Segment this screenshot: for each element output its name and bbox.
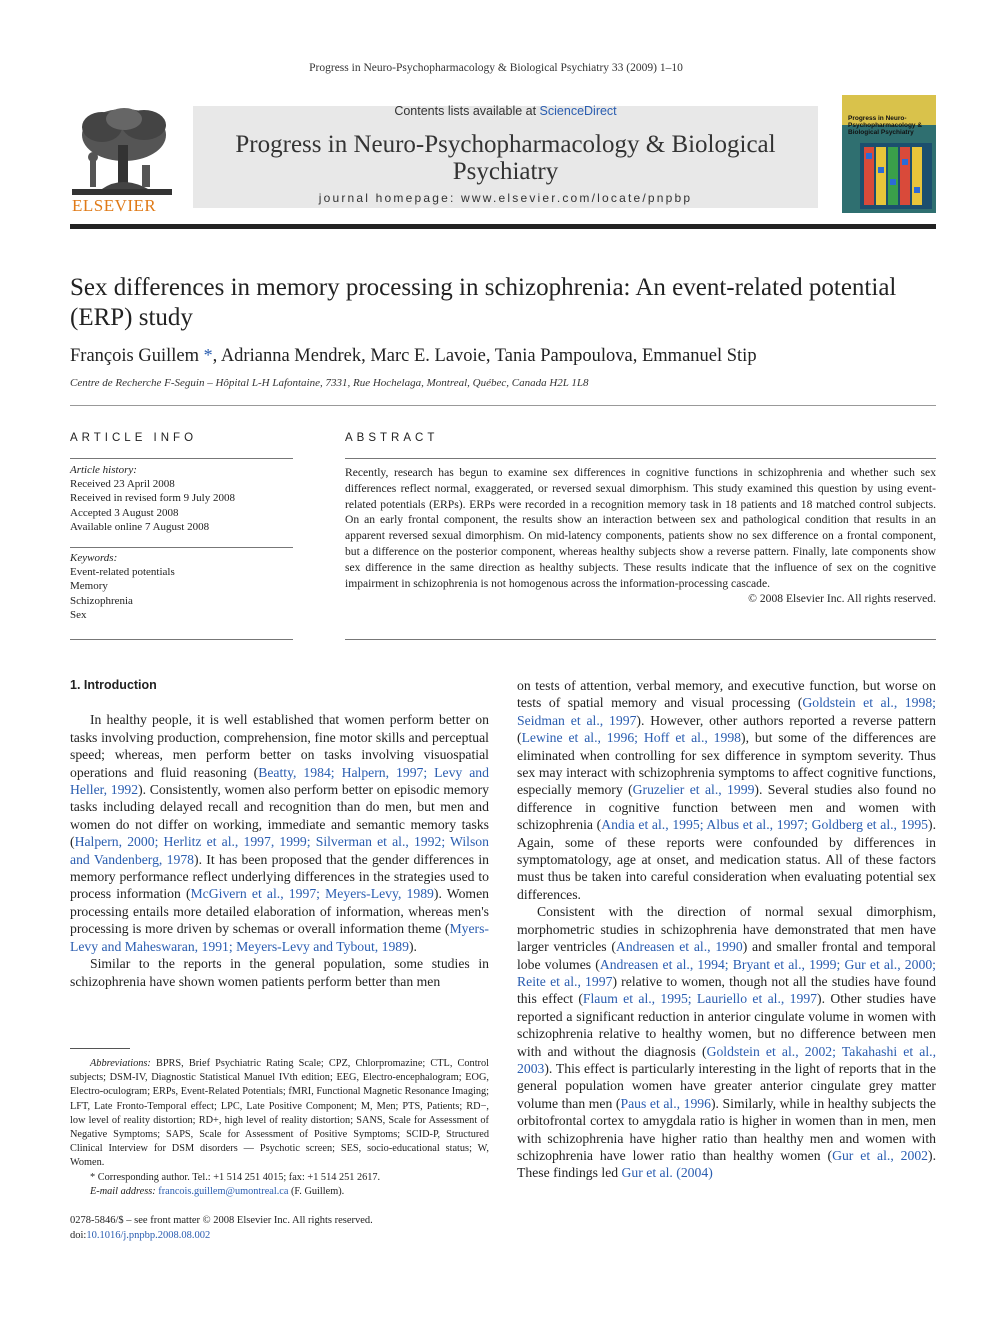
article-info-rule-bottom xyxy=(70,639,293,640)
body-text: ) and smaller frontal and temporal lobe volumes ( xyxy=(517,939,936,972)
doi-line xyxy=(70,1228,489,1243)
body-text: In healthy people, it is well established that women perform better on tasks involving production, comprehension, fine motor skills and perceptual speed; whereas, men perform better on tasks involving visuospatial operations and fluid reasoning ( xyxy=(70,712,489,780)
cover-title: Progress in Neuro-Psychopharmacology & Biological Psychiatry xyxy=(848,115,923,136)
article-info-heading: ARTICLE INFO xyxy=(70,432,198,444)
history-label: Article history: xyxy=(70,464,137,476)
body-text: ). It has been proposed that the gender differences in memory performance reflect underlying differences in the strategies used to process information ( xyxy=(70,851,489,902)
abbreviations-footnote xyxy=(70,1057,489,1171)
body-text: ). However, other authors reported a reverse pattern ( xyxy=(517,712,936,746)
doi-label: doi: xyxy=(70,1230,87,1241)
article-title: Sex differences in memory processing in schizophrenia: An event-related potential (ERP) study xyxy=(70,274,897,331)
abbreviations-label: Abbreviations: xyxy=(90,1058,151,1069)
abbreviations-text: BPRS, Brief Psychiatric Rating Scale; CPZ, Chlorpromazine; CTL, Control subjects; DSM-IV, Diagnostic Statistical Manuel IVth edition; EEG, Electro-encephalogram; EOG, Electro-oculogram; ERPs, Event-Related Potentials; fMRI, Functional Magnetic Resonance Imaging; LFT, Late Fronto-Temporal effect; LPC, Late Positive Component; M, Men; PTS, Patients; RD−, low level of reality distortion; RD+, high level of reality distortion; SANS, Scale for Assessment of Negative Symptoms; SAPS, Scale for Assessment of Positive Symptoms; SCID-P, Structured Clinical Interview for DSM disorders — Psychotic screen; SES, socio-educational status; W, Women. xyxy=(70,1058,489,1169)
body-text: Consistent with the direction of normal sexual dimorphism, morphometric studies in schizophrenia have demonstrated that men have larger ventricles ( xyxy=(517,904,936,955)
article-info-rule-mid xyxy=(70,547,293,548)
abstract-heading: ABSTRACT xyxy=(345,432,439,444)
body-text: ) relative to women, though not all the studies have found this effect ( xyxy=(517,973,936,1007)
keyword: Sex xyxy=(70,608,87,621)
author-list xyxy=(70,345,936,367)
journal-masthead xyxy=(70,95,936,215)
keywords xyxy=(70,551,293,622)
journal-cover[interactable] xyxy=(842,95,936,213)
body-text: ). These findings led xyxy=(517,1147,936,1181)
cover-art-icon xyxy=(860,143,932,209)
running-head: Progress in Neuro-Psychopharmacology & Biological Psychiatry 33 (2009) 1–10 xyxy=(309,62,683,74)
keyword: Event-related potentials xyxy=(70,566,175,579)
abstract-copyright: © 2008 Elsevier Inc. All rights reserved. xyxy=(748,592,936,606)
doi-link[interactable]: 10.1016/j.pnpbp.2008.08.002 xyxy=(86,1230,211,1241)
elsevier-logo[interactable] xyxy=(70,95,180,215)
history-item: Received in revised form 9 July 2008 xyxy=(70,492,235,505)
citation-link[interactable]: Paus et al., 1996 xyxy=(620,1095,711,1111)
email-label: E-mail address: xyxy=(90,1185,156,1197)
abstract-text: Recently, research has begun to examine sex differences in cognitive functions in schizophrenia and whether such sex differences reflect normal, exaggerated, or reversed sexual dimorphism. This study examined this question by using event-related potentials (ERPs). ERPs were recorded in a recognition memory task in 18 patients and 18 matched control subjects. On an early frontal component, the results show an interaction between sex and pathological condition that results in an apparent reversed sexual dimorphism. On mid-latency components, patients show no sex difference on a frontal component, but a difference on the posterior component, whereas healthy subjects show a reverse pattern. Finally, late components show sex difference in the same direction as healthy subjects. These results indicate that the influence of sex on the cognitive impairment in schizophrenia is not homogenous across the information-processing cascade. xyxy=(345,466,936,590)
keyword: Schizophrenia xyxy=(70,594,133,607)
body-text: ). Consistently, women also perform better on episodic memory tasks including delayed recall and recognition than do men, but men and women do not differ on working, immediate and semantic memory tasks ( xyxy=(70,782,489,850)
body-paragraph xyxy=(70,955,489,990)
corresponding-footnote: * Corresponding author. Tel.: +1 514 251 4015; fax: +1 514 251 2617. xyxy=(90,1171,381,1183)
body-paragraph xyxy=(70,711,489,955)
right-column xyxy=(517,677,936,1182)
citation-link[interactable]: Halpern, 2000; Herlitz et al., 1997, 1999; Silverman et al., 1992; Wilson and Vandenberg, 1978 xyxy=(70,834,489,867)
body-text: ). Several studies also found no difference in cognitive function between men and women with schizophrenia ( xyxy=(517,782,936,833)
citation-link[interactable]: Andia et al., 1995; Albus et al., 1997; Goldberg et al., 1995 xyxy=(601,817,929,833)
keyword: Memory xyxy=(70,580,108,593)
journal-homepage[interactable]: journal homepage: www.elsevier.com/locate/pnpbp xyxy=(318,191,693,205)
keywords-label: Keywords: xyxy=(70,552,118,564)
body-text: ). Again, some of these reports were confounded by differences in symptomatology, age at onset, and medication status. All of these factors must thus be taken into careful consideration when evaluating potential sex differences. xyxy=(517,817,936,902)
header-divider xyxy=(70,405,936,406)
body-text: Similar to the reports in the general population, some studies in schizophrenia have shown women patients perform better than men xyxy=(70,956,489,989)
article-history xyxy=(70,463,293,534)
email-suffix: (F. Guillem). xyxy=(288,1185,345,1197)
body-text: ). Other studies have reported a significant reduction in anterior cingulate volume in women with schizophrenia relative to healthy women, but no difference between men with and without the diagnosis ( xyxy=(517,991,936,1059)
citation-link[interactable]: Goldstein et al., 1998; Seidman et al., 1997 xyxy=(517,695,936,728)
body-text: ). This effect is particularly interesting in the light of reports that in the general population women have greater anterior cingulate grey matter volume than men ( xyxy=(517,1060,936,1111)
masthead-rule xyxy=(70,224,936,229)
sciencedirect-link[interactable]: ScienceDirect xyxy=(539,104,617,118)
article-info-rule-top xyxy=(70,458,293,459)
history-item: Received 23 April 2008 xyxy=(70,478,175,491)
footnotes xyxy=(70,1057,489,1199)
citation-link[interactable]: Andreasen et al., 1994; Bryant et al., 1999; Gur et al., 2000; Reite et al., 1997 xyxy=(517,956,936,989)
footnote-rule xyxy=(70,1048,130,1049)
issn-line: 0278-5846/$ – see front matter © 2008 Elsevier Inc. All rights reserved. xyxy=(70,1215,373,1226)
corresponding-author-mark[interactable]: * xyxy=(203,345,213,365)
history-item: Available online 7 August 2008 xyxy=(70,520,210,533)
citation-link[interactable]: Lewine et al., 1996; Hoff et al., 1998 xyxy=(521,730,742,746)
publication-info xyxy=(70,1213,489,1243)
body-text: ), but some of the differences are eliminated when controlling for sex difference in symptom severity. Thus sex may interact with schizophrenia symptoms to affect cognitive functions, especially memory ( xyxy=(517,730,936,798)
abstract-rule-top xyxy=(345,458,936,459)
first-author[interactable]: François Guillem xyxy=(70,346,199,366)
citation-link[interactable]: McGivern et al., 1997; Meyers-Levy, 1989 xyxy=(190,886,434,902)
citation-link[interactable]: Gruzelier et al., 1999 xyxy=(632,782,755,798)
email-footnote xyxy=(70,1185,489,1199)
citation-link[interactable]: Myers-Levy and Maheswaran, 1991; Meyers-Levy and Tybout, 1989 xyxy=(70,921,489,954)
body-paragraph xyxy=(517,677,936,903)
contents-line xyxy=(193,104,818,118)
body-text: ). Women processing entails more detailed elaboration of information, whereas men's processing is more driven by schemas or overall information theme ( xyxy=(70,886,489,937)
section-heading: 1. Introduction xyxy=(70,678,157,692)
other-authors: , Adrianna Mendrek, Marc E. Lavoie, Tania Pampoulova, Emmanuel Stip xyxy=(212,346,757,366)
elsevier-tree-icon xyxy=(72,105,172,195)
history-item: Accepted 3 August 2008 xyxy=(70,506,179,519)
contents-prefix: Contents lists available at xyxy=(394,104,540,118)
body-paragraph xyxy=(517,903,936,1182)
citation-link[interactable]: Goldstein et al., 2002; Takahashi et al., 2003 xyxy=(517,1043,936,1076)
citation-link[interactable]: Andreasen et al., 1990 xyxy=(615,939,743,955)
body-text: ). xyxy=(409,938,417,954)
left-column xyxy=(70,677,489,990)
abstract-rule-bottom xyxy=(345,639,936,640)
publisher-wordmark: ELSEVIER xyxy=(72,196,157,215)
journal-title: Progress in Neuro-Psychopharmacology & Biological Psychiatry xyxy=(235,131,776,185)
body-text: on tests of attention, verbal memory, and executive function, but worse on tests of spatial memory and visual processing ( xyxy=(517,678,936,711)
citation-link[interactable]: Flaum et al., 1995; Lauriello et al., 1997 xyxy=(582,991,818,1007)
email-link[interactable]: francois.guillem@umontreal.ca xyxy=(158,1185,289,1197)
citation-link[interactable]: Gur et al., 2002 xyxy=(832,1147,929,1163)
citation-link[interactable]: Beatty, 1984; Halpern, 1997; Levy and Heller, 1992 xyxy=(70,764,489,798)
citation-link[interactable]: Gur et al. (2004) xyxy=(621,1165,713,1181)
body-text: ). Similarly, while in healthy subjects the orbitofrontal cortex to amygdala ratio is higher in women than in men, men with schizophrenia have higher ratio than healthy men and women with schizophrenia have lower ratio than healthy women ( xyxy=(517,1095,936,1163)
affiliation: Centre de Recherche F-Seguin – Hôpital L-H Lafontaine, 7331, Rue Hochelaga, Montreal, Québec, Canada H2L 1L8 xyxy=(70,377,589,389)
abstract-body xyxy=(345,465,936,607)
